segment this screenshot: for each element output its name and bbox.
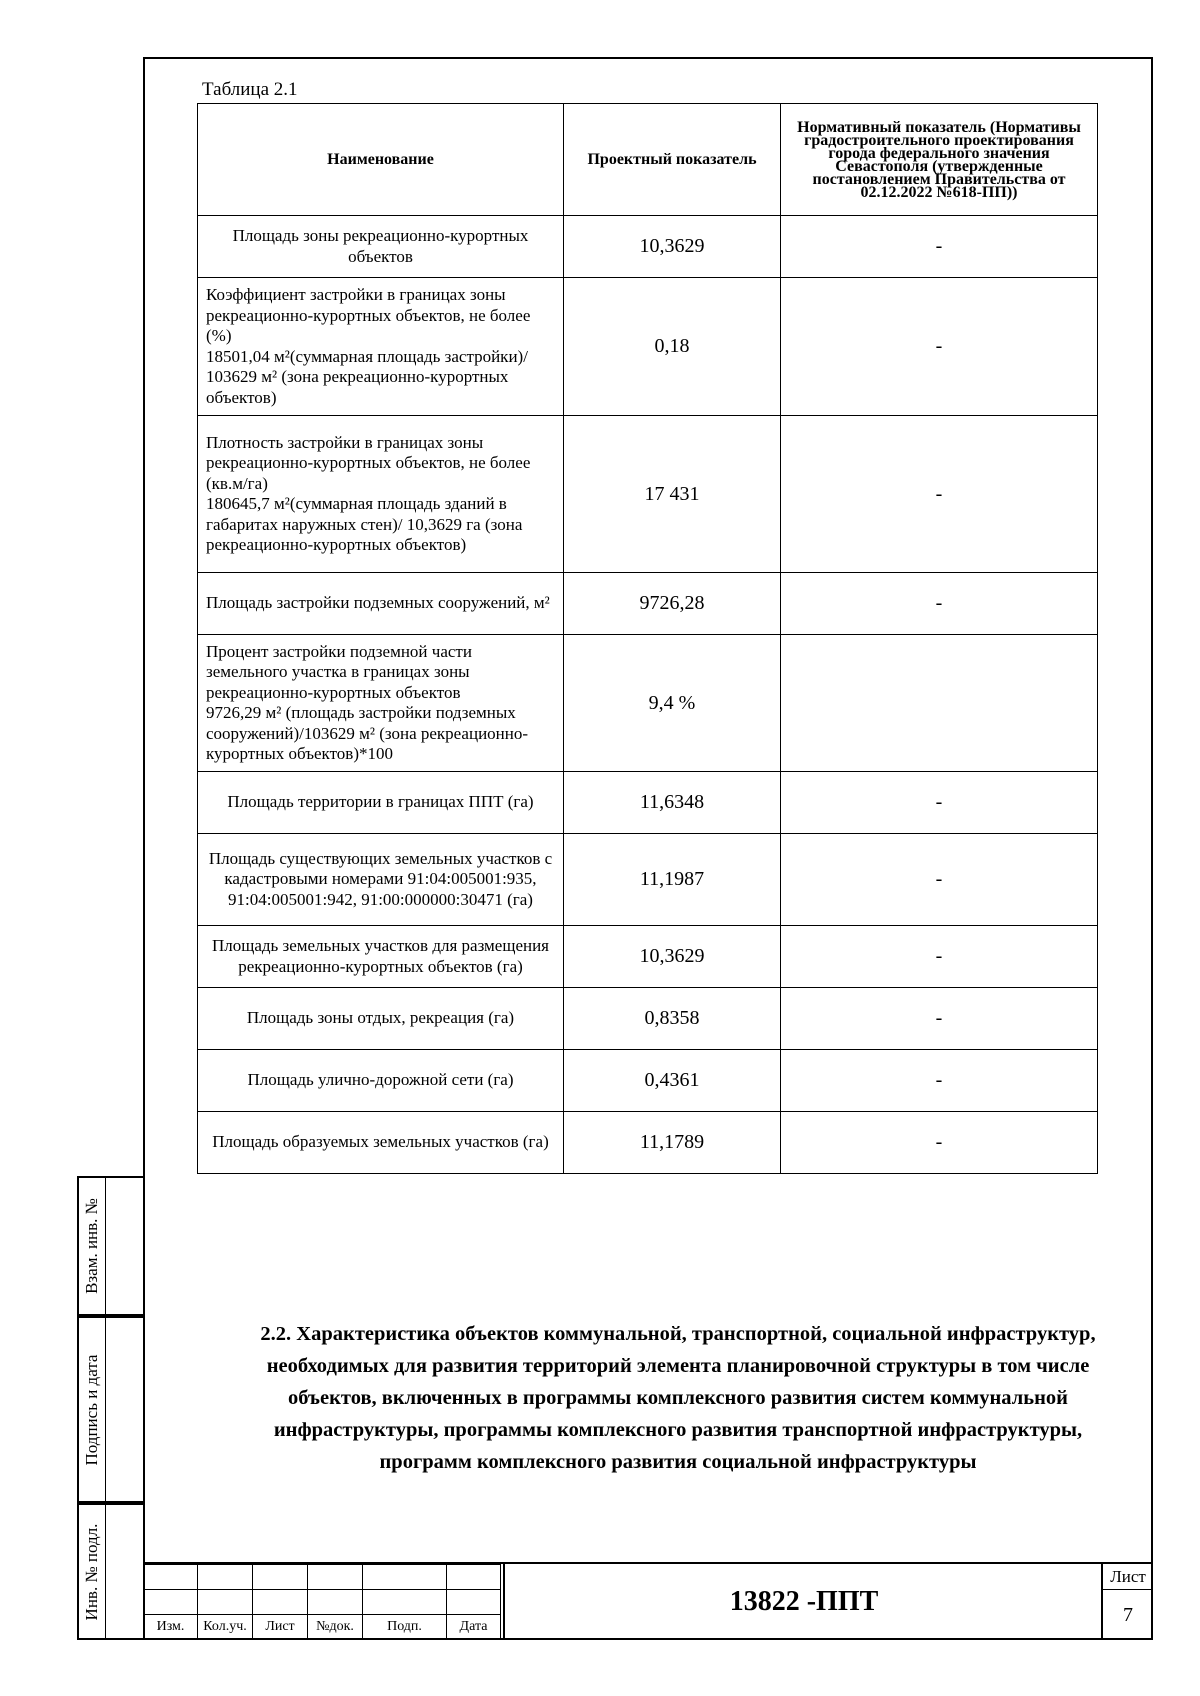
stamp-inv (77, 1503, 143, 1640)
header-norm (781, 104, 1098, 216)
row-project-value: 10,3629 (564, 216, 781, 278)
row-name: Площадь зоны отдых, рекреация (га) (198, 988, 564, 1050)
section-heading: 2.2. Характеристика объектов коммунальной, транспортной, социальной инфраструктур, необходимых для развития территорий элемента планировочной структуры в том числе объектов, включенных в программы комплексного развития систем коммунальной инфраструктуры, программы комплексного развития транспортной инфраструктуры, программ комплексного развития социальной инфраструктуры (260, 1323, 1096, 1473)
stamp-vzam (77, 1176, 143, 1316)
row-project-value: 11,1789 (564, 1112, 781, 1174)
row-project-value: 9,4 % (564, 635, 781, 772)
row-name: Площадь образуемых земельных участков (га) (198, 1112, 564, 1174)
row-project-value: 10,3629 (564, 926, 781, 988)
table-caption: Таблица 2.1 (202, 79, 298, 100)
row-project-value: 9726,28 (564, 573, 781, 635)
row-project-value: 11,1987 (564, 834, 781, 926)
row-norm-value (781, 635, 1098, 772)
row-norm-value: - (781, 416, 1098, 573)
row-norm-value: - (781, 988, 1098, 1050)
sheet-number: 7 (1123, 1604, 1133, 1626)
stamp-inv-label: Инв. № подл. (82, 1523, 101, 1620)
table-row (198, 416, 1098, 573)
row-name: Плотность застройки в границах зоны рекреационно-курортных объектов, не более (кв.м/га) 180645,7 м²(суммарная площадь зданий в габаритах наружных стен)/ 10,3629 га (зона рекреационно-курортных объектов) (198, 416, 564, 573)
table-row (198, 216, 1098, 278)
title-block-grid (143, 1564, 501, 1640)
header-norm-title: Нормативный показатель (797, 118, 986, 136)
title-block-column-label: Подп. (363, 1615, 447, 1640)
row-norm-value: - (781, 573, 1098, 635)
row-norm-value: - (781, 278, 1098, 416)
row-project-value: 0,4361 (564, 1050, 781, 1112)
row-name: Площадь улично-дорожной сети (га) (198, 1050, 564, 1112)
stamp-vzam-label: Взам. инв. № (82, 1198, 101, 1294)
header-name: Наименование (198, 104, 564, 216)
table-row (198, 573, 1098, 635)
header-project: Проектный показатель (564, 104, 781, 216)
row-project-value: 11,6348 (564, 772, 781, 834)
row-name: Площадь существующих земельных участков с кадастровыми номерами 91:04:005001:935, 91:04:005001:942, 91:00:000000:30471 (га) (198, 834, 564, 926)
row-name: Коэффициент застройки в границах зоны рекреационно-курортных объектов, не более (%) 18501,04 м²(суммарная площадь застройки)/ 103629 м² (зона рекреационно-курортных объектов) (198, 278, 564, 416)
stamp-podpis-label: Подпись и дата (82, 1354, 101, 1465)
title-block-column-label: №док. (308, 1615, 363, 1640)
table-row (198, 635, 1098, 772)
row-norm-value: - (781, 216, 1098, 278)
title-block-column-label: Кол.уч. (198, 1615, 253, 1640)
row-name: Площадь земельных участков для размещения рекреационно-курортных объектов (га) (198, 926, 564, 988)
table-row (198, 1112, 1098, 1174)
title-block-column-label: Дата (447, 1615, 501, 1640)
row-name: Площадь зоны рекреационно-курортных объектов (198, 216, 564, 278)
row-norm-value: - (781, 834, 1098, 926)
row-norm-value: - (781, 772, 1098, 834)
table-row (198, 772, 1098, 834)
title-block (143, 1562, 1153, 1640)
row-project-value: 17 431 (564, 416, 781, 573)
row-name: Процент застройки подземной части земельного участка в границах зоны рекреационно-курортных объектов 9726,29 м² (площадь застройки подземных сооружений)/103629 м² (зона рекреационно-курортных объектов)*100 (198, 635, 564, 772)
table-row (198, 1050, 1098, 1112)
row-norm-value: - (781, 1112, 1098, 1174)
row-name: Площадь застройки подземных сооружений, м² (198, 573, 564, 635)
title-block-column-label: Изм. (144, 1615, 198, 1640)
stamp-podpis (77, 1316, 143, 1503)
row-norm-value: - (781, 1050, 1098, 1112)
row-norm-value: - (781, 926, 1098, 988)
table-row (198, 988, 1098, 1050)
row-name: Площадь территории в границах ППТ (га) (198, 772, 564, 834)
row-project-value: 0,18 (564, 278, 781, 416)
table-row (198, 926, 1098, 988)
sheet-label: Лист (1103, 1564, 1153, 1590)
table-row (198, 278, 1098, 416)
header-norm-note: (Нормативы градостроительного проектирования города федерального значения Севастополя (утвержденные постановлением Правительства от 02.12.2022 №618-ПП)) (804, 118, 1081, 201)
title-block-column-label: Лист (253, 1615, 308, 1640)
table-row (198, 834, 1098, 926)
row-project-value: 0,8358 (564, 988, 781, 1050)
indicators-table (197, 103, 1098, 1174)
document-code: 13822 -ППТ (503, 1564, 1103, 1640)
sheet-box (1101, 1564, 1153, 1640)
